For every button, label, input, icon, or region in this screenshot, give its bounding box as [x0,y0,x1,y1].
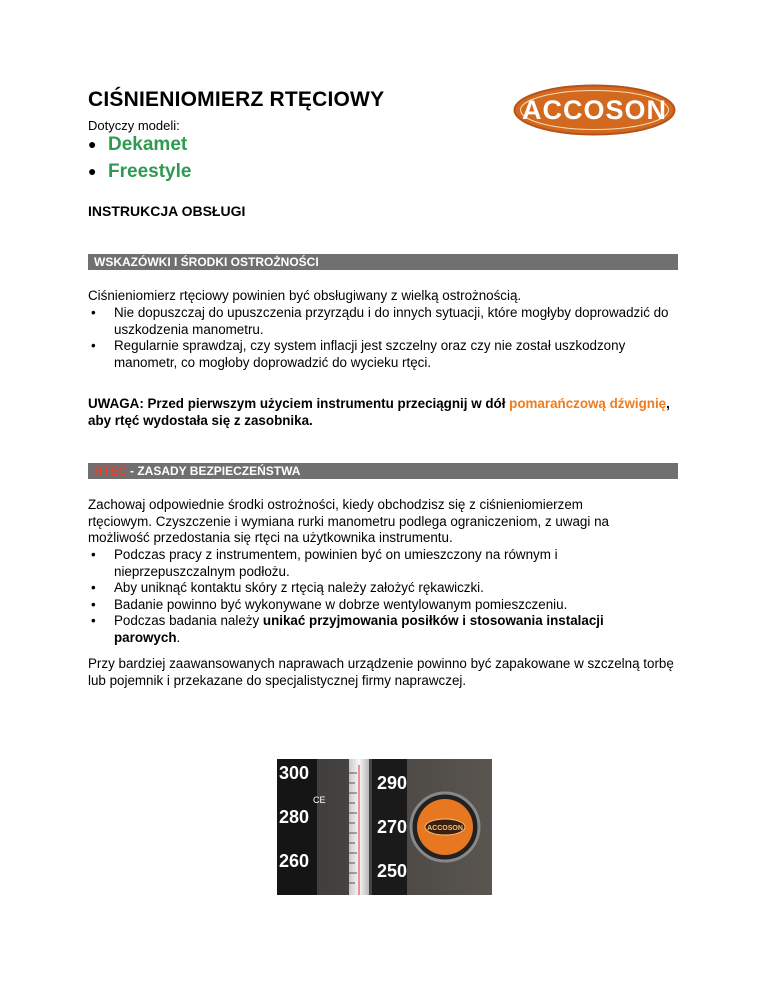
scale-label: 260 [279,851,310,871]
applies-to-label: Dotyczy modeli: [88,118,180,133]
bullet-icon: • [91,305,96,320]
model-list [88,131,191,185]
repair-note: Przy bardziej zaawansowanych naprawach urządzenie powinno być zapakowane w szczelną torbę lub pojemnik i przekazane do specjalistycznej firmy naprawczej. [88,656,674,688]
list-item: • Badanie powinno być wykonywane w dobrze wentylowanym pomieszczeniu. [91,596,568,612]
scale-label: 250 [377,861,408,881]
document-title: CIŚNIENIOMIERZ RTĘCIOWY [88,88,385,111]
list-item: • Podczas pracy z instrumentem, powinien być on umieszczony na równym i nieprzepuszczalnym podłożu. [91,547,558,579]
precautions-intro: Ciśnieniomierz rtęciowy powinien być obsługiwany z wielką ostrożnością. [88,288,522,303]
list-item: • Podczas badania należy unikać przyjmowania posiłków i stosowania instalacji parowych. [91,613,604,645]
bullet-icon: • [91,547,96,562]
scale-label: 300 [279,763,310,783]
bullet-icon: • [91,338,96,353]
orange-lever-highlight: pomarańczową dźwignię [509,396,667,411]
mercury-word: RTĘĆ [94,464,127,478]
scale-label: 290 [377,773,408,793]
warning-note: UWAGA: Przed pierwszym użyciem instrumentu przeciągnij w dół pomarańczową dźwignię, aby rtęć wydostała się z zasobnika. [88,396,670,428]
list-item: • Aby uniknąć kontaktu skóry z rtęcią należy założyć rękawiczki. [91,580,484,595]
scale-label: 270 [377,817,408,837]
badge-text: ACCOSON [427,825,463,832]
list-item: • Regularnie sprawdzaj, czy system inflacji jest szczelny oraz czy nie został uszkodzony manometr, co mogłoby doprowadzić do wycieku rtęci. [91,338,626,370]
scale-label: 280 [279,807,310,827]
bullet-icon: ● [88,136,97,152]
mercury-safety-list [88,547,648,646]
section-heading-precautions: WSKAZÓWKI I ŚRODKI OSTROŻNOŚCI [88,254,678,270]
instructions-heading: INSTRUKCJA OBSŁUGI [88,203,246,219]
logo-text: ACCOSON [521,95,668,125]
sphygmomanometer-photo [277,759,492,895]
model-item-dekamet [88,131,191,158]
mercury-intro: Zachowaj odpowiednie środki ostrożności, kiedy obchodzisz się z ciśnieniomierzem rtęciowym. Czyszczenie i wymiana rurki manometru podlega ograniczeniom, z uwagi na możliwość przedostania się rtęci na użytkownika instrumentu. [88,497,609,545]
bullet-icon: • [91,613,96,628]
model-name: Dekamet [108,134,188,155]
model-name: Freestyle [108,161,192,182]
accoson-logo [513,84,676,136]
bullet-icon: • [91,596,96,612]
section-heading-mercury-safety: RTĘĆ - ZASADY BEZPIECZEŃSTWA [88,463,678,479]
bullet-icon: ● [88,163,97,179]
model-item-freestyle [88,158,191,185]
bullet-icon: • [91,580,96,595]
svg-text:CE: CE [313,795,326,805]
list-item: • Nie dopuszczaj do upuszczenia przyrządu i do innych sytuacji, które mogłyby doprowadzić do uszkodzenia manometru. [91,305,669,337]
precautions-list [88,305,688,371]
